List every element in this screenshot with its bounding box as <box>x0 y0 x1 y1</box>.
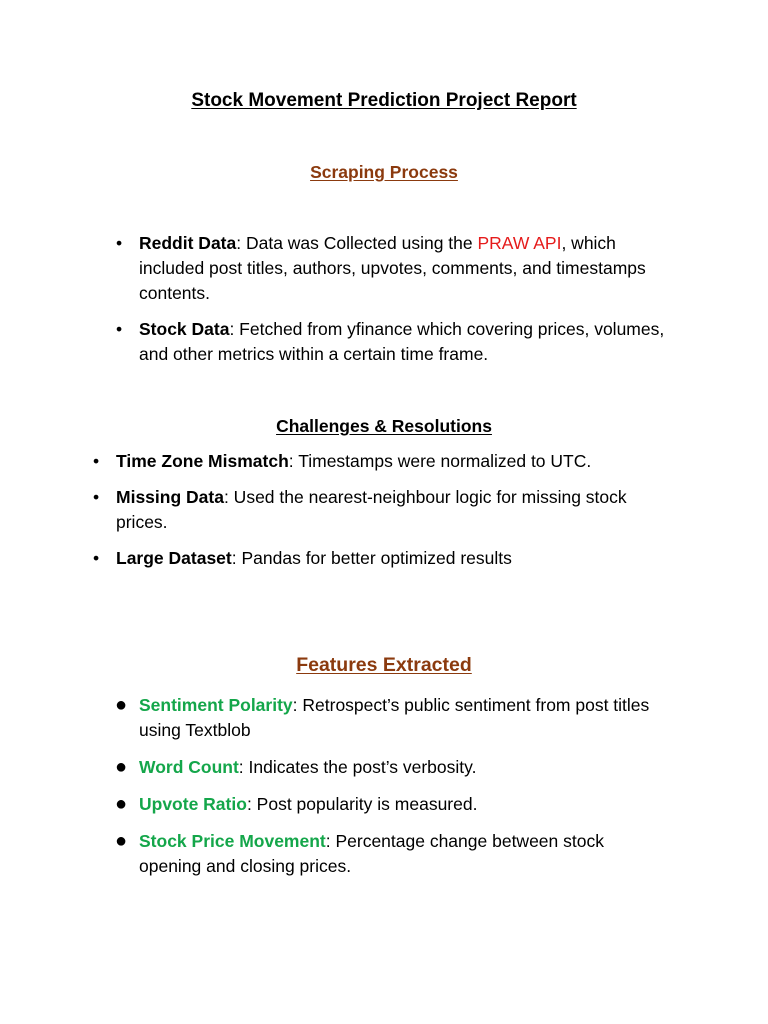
item-term: Time Zone Mismatch <box>116 451 289 471</box>
item-text-post: , which included post titles, authors, upvotes, comments, and timestamps contents. <box>139 233 646 303</box>
item-text: : Percentage change between stock opening and closing prices. <box>139 831 604 876</box>
bullet: • <box>116 319 123 339</box>
item-text-pre: : Data was Collected using the <box>236 233 478 253</box>
challenges-heading: Challenges & Resolutions <box>276 416 492 436</box>
item-term: Upvote Ratio <box>139 794 247 814</box>
item-term: Large Dataset <box>116 548 232 568</box>
item-term: Stock Data <box>139 319 230 339</box>
bullet: • <box>116 233 123 253</box>
bullet: ● <box>115 756 128 778</box>
praw-api-highlight: PRAW API <box>477 233 562 253</box>
bullet: • <box>93 548 100 568</box>
item-term: Missing Data <box>116 487 224 507</box>
bullet: • <box>93 487 100 507</box>
bullet: ● <box>115 793 128 815</box>
scraping-list <box>116 231 669 367</box>
list-item-upvote-ratio <box>115 792 669 817</box>
item-text: : Used the nearest-neighbour logic for missing stock prices. <box>116 487 627 532</box>
list-item-reddit-data <box>116 231 669 306</box>
list-item-stock-price-movement <box>115 829 669 879</box>
item-text: : Post popularity is measured. <box>246 794 478 814</box>
page-title: Stock Movement Prediction Project Report <box>191 90 577 111</box>
item-text: : Indicates the post’s verbosity. <box>238 757 477 777</box>
item-text: : Retrospect’s public sentiment from post titles using Textblob <box>139 695 650 740</box>
scraping-heading: Scraping Process <box>310 162 458 182</box>
features-list <box>115 693 669 879</box>
item-text: : Pandas for better optimized results <box>231 548 512 568</box>
list-item-word-count <box>115 755 669 780</box>
bullet: ● <box>115 830 128 852</box>
item-text: : Fetched from yfinance which covering prices, volumes, and other metrics within a certain time frame. <box>139 319 665 364</box>
list-item-large-dataset <box>93 546 672 571</box>
item-text: : Timestamps were normalized to UTC. <box>288 451 592 471</box>
challenges-list <box>93 449 672 571</box>
bullet: • <box>93 451 100 471</box>
item-term: Reddit Data <box>139 233 237 253</box>
list-item-stock-data <box>116 317 669 367</box>
item-term: Stock Price Movement <box>139 831 326 851</box>
item-term: Sentiment Polarity <box>139 695 293 715</box>
item-term: Word Count <box>139 757 239 777</box>
bullet: ● <box>115 694 128 716</box>
list-item-missing-data <box>93 485 672 535</box>
features-heading: Features Extracted <box>296 654 472 676</box>
list-item-time-zone <box>93 449 672 474</box>
list-item-sentiment-polarity <box>115 693 669 743</box>
